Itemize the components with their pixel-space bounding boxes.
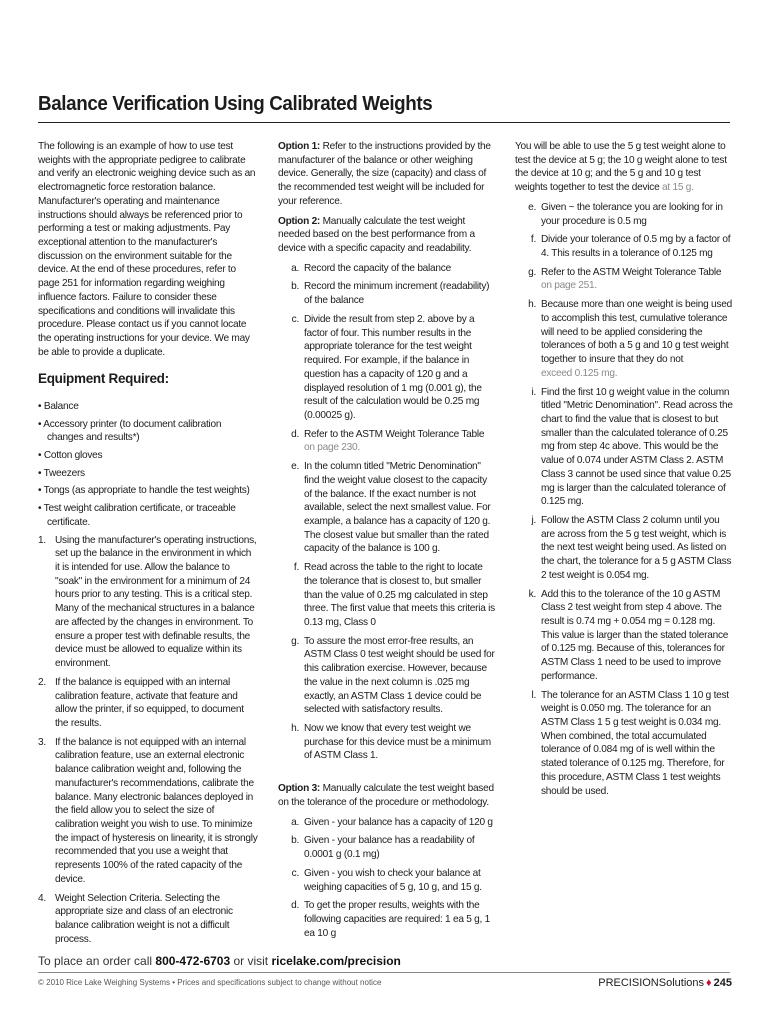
phone-number: 800-472-6703 [155, 954, 231, 968]
diamond-icon: ♦ [706, 977, 712, 989]
list-item: b. Given - your balance has a readability of 0.0001 g (0.1 mg) [291, 835, 475, 861]
list-item: d. To get the proper results, weights with the following capacities are required: 1 ea 5 g, 1 ea 10 g [291, 900, 491, 939]
intro-paragraph: The following is an example of how to use test weights with the appropriate pedigree to calibrate and verify an electronic weighing device such as an electromagnetic force restoration balance. Manufacturer's operating and maintenance instructions should always be referenced prior to performing a test or making adjustments. Pay exceptional attention to the manufacturer's discussion on the environment suitable for the device. At the end of these procedures, refer to page 251 for information regarding weighing influence factors. Failure to consider these specifications and conditions will invalidate this procedure. Please contact us if you cannot locate the operating instructions for your device. We may be able to provide a duplicate. [38, 141, 256, 358]
page-reference: on page 251. [541, 280, 597, 292]
equipment-list [38, 400, 258, 530]
list-item: l. The tolerance for an ASTM Class 1 10 g test weight is 0.050 mg. The tolerance for an ASTM Class 1 5 g test weight is 0.034 mg. When combined, the total accumulated tolerance of 0.084 mg of is well within the stated tolerance of 0.125 mg. Therefore, for this procedure, ASTM Class 1 test weights should be used. [531, 689, 729, 797]
website-link[interactable]: ricelake.com/precision [271, 954, 401, 968]
list-item: • Test weight calibration certificate, or traceable certificate. [38, 503, 236, 528]
list-item: h. Now we know that every test weight we purchase for this device must be a minimum of ASTM Class 1. [291, 723, 491, 762]
list-item: • Cotton gloves [38, 450, 103, 462]
list-item: j. Follow the ASTM Class 2 column until you are across from the 5 g test weight, which is the next test weight being used. As listed on the chart, the tolerance for a 5 g ASTM Class 2 test weight is 0.054 mg. [531, 514, 732, 581]
list-item: a. Record the capacity of the balance [291, 262, 451, 274]
list-item: • Balance [38, 400, 79, 412]
list-item: b. Record the minimum increment (readability) of the balance [291, 281, 490, 307]
list-item: e. Given ~ the tolerance you are looking for in your procedure is 0.5 mg [528, 201, 723, 227]
footer-rule [38, 972, 730, 973]
list-item: g. Refer to the ASTM Weight Tolerance Table on page 251. [528, 266, 722, 292]
list-item: c. Divide the result from step 2. above by a factor of four. This number results in the appropriate tolerance for the test weight required. For example, if the balance in question has a capacity of 120 g and a displayed resolution of 1 mg (0.001 g), the result of the calculation would be 0.25 mg (0.00025 g). [291, 313, 482, 421]
list-item: e. In the column titled "Metric Denomination" find the weight value closest to the capacity of the balance. If the exact number is not available, select the next smallest value. For example, a balance has a capacity of 120 g. The closest value but smaller than the rated capacity of the balance is 100 g. [291, 461, 491, 555]
list-item: c. Given - you wish to check your balance at weighing capacities of 5 g, 10 g, and 15 g. [291, 867, 482, 893]
list-item: k. Add this to the tolerance of the 10 g ASTM Class 2 test weight from step 4 above. The result is 0.74 mg + 0.054 mg = 0.128 mg. This value is larger than the stated tolerance of 0.125 mg. Because of this, tolerances for ASTM Class 1 need to be used to improve performance. [528, 588, 729, 682]
page-reference: on page 230. [304, 442, 360, 454]
list-item: • Tweezers [38, 467, 85, 479]
column-1 [38, 140, 258, 951]
list-item: h. Because more than one weight is being used to accomplish this test, cumulative tolerance will need to be applied considering the tolerances of both a 5 g and 10 g test weight together to insure that they do not exceed 0.125 mg. [528, 299, 732, 379]
equipment-heading: Equipment Required: [38, 370, 169, 386]
order-line: To place an order call 800-472-6703 or visit ricelake.com/precision [38, 954, 401, 968]
list-item: • Accessory printer (to document calibration changes and results*) [38, 418, 222, 444]
list-item: g. To assure the most error-free results, an ASTM Class 0 test weight should be used for this calibration exercise. However, because the value in the next column is .025 mg exactly, an ASTM Class 1 device could be selected with satisfactory results. [291, 635, 495, 716]
section-brand: PRECISIONSolutions ♦ 245 [598, 977, 732, 989]
column-3 [515, 140, 735, 803]
list-item: a. Given - your balance has a capacity of 120 g [291, 816, 493, 828]
list-item: f. Read across the table to the right to locate the tolerance that is closest to, but smaller than the value of 0.25 mg calculated in step three. The first value that meets this criteria is 0.13 mg, Class 0 [293, 562, 495, 628]
step-item: 3. If the balance is not equipped with an internal calibration feature, use an external electronic balance calibration weight and, following the manufacturer's recommendations, calibrate the balance. Many electronic balances deployed in the field allow you to select the size of calibration weight you wish to use. To minimize the impact of hysteresis on linearity, it is strongly recommended that you use a weight that represents 100% of the rated capacity of the device. [38, 736, 258, 885]
continuation-paragraph: You will be able to use the 5 g test weight alone to test the device at 5 g; the 10 g weight alone to test the device at 10 g; and the 5 g and 10 g test weights together to test the device at 15 g. [515, 141, 727, 194]
option-2-paragraph: Option 2: Manually calculate the test weight needed based on the best performance from a device with a specific capacity and readability. [278, 215, 475, 255]
step-item: 2. If the balance is equipped with an internal calibration feature, activate that feature and allow the printer, if so equipped, to document the results. [38, 676, 244, 729]
list-item: f. Divide your tolerance of 0.5 mg by a factor of 4. This results in a tolerance of 0.125 mg [530, 234, 731, 260]
page-reference: at 15 g. [662, 182, 694, 194]
option-3-paragraph: Option 3: Manually calculate the test weight based on the tolerance of the procedure or methodology. [278, 783, 494, 808]
option-1-paragraph: Option 1: Refer to the instructions provided by the manufacturer of the balance or other weighing device. Generally, the size (capacity) and class of the recommended test weight will be included for your reference. [278, 141, 491, 207]
page-reference: exceed 0.125 mg. [541, 367, 618, 379]
copyright-text: © 2010 Rice Lake Weighing Systems • Prices and specifications subject to change without notice [38, 978, 382, 987]
list-item: d. Refer to the ASTM Weight Tolerance Table on page 230. [291, 428, 485, 454]
step-item: 1. Using the manufacturer's operating instructions, set up the balance in the environment in which it is intended for use. Allow the balance to "soak" in the environment for a minimum of 24 hours prior to any testing. This is a critical step. Many of the mechanical structures in a balance are affected by the changes in environment. To ensure a proper test with definable results, the device must be allowed to equalize within its environment. [38, 534, 257, 670]
title-rule [38, 122, 730, 123]
page-number: 245 [713, 977, 732, 989]
step-item: 4. Weight Selection Criteria. Selecting the appropriate size and class of an electronic balance calibration weight is not a difficult process. [38, 892, 233, 945]
column-2 [278, 140, 496, 945]
list-item: • Tongs (as appropriate to handle the test weights) [38, 485, 250, 497]
page-title: Balance Verification Using Calibrated Weights [38, 93, 433, 115]
list-item: i. Find the first 10 g weight value in the column titled "Metric Denomination". Read across the chart to find the value that is closest to but smaller than the calculated tolerance of 0.25 mg from step 4c above. This would be the value of 0.074 under ASTM Class 2. ASTM Class 3 cannot be used since that value 0.25 mg is larger than the calculated tolerance of 0.125 mg. [531, 386, 733, 508]
